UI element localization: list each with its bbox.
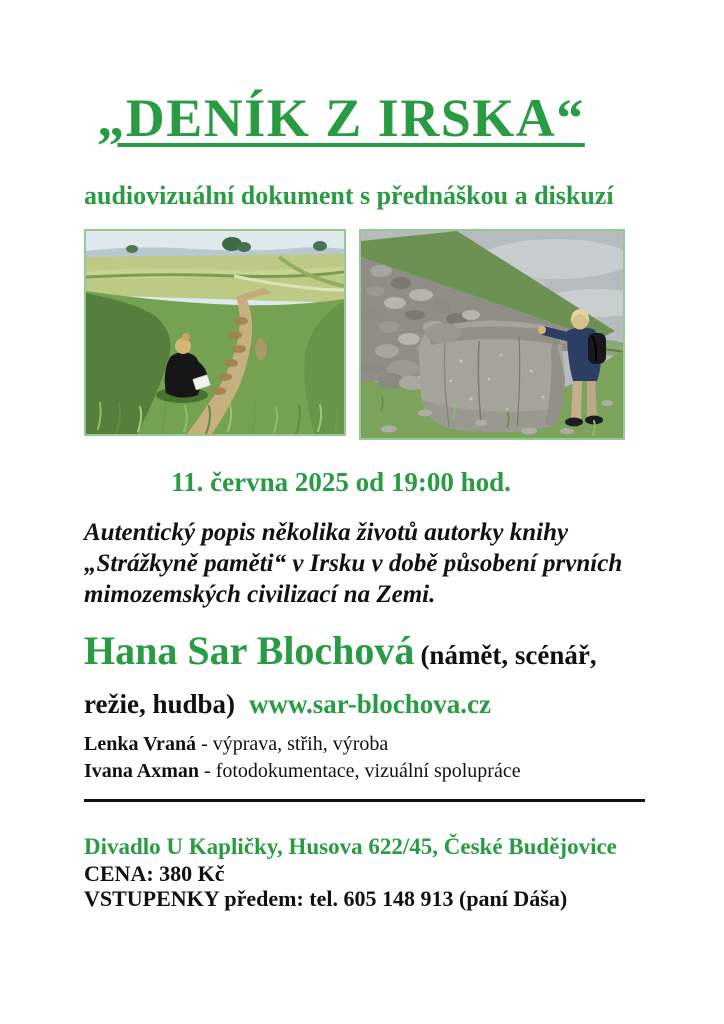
photo-meadow-writer bbox=[84, 229, 346, 436]
credits-block bbox=[84, 731, 664, 785]
photo-cairn-stone-chair bbox=[359, 229, 625, 440]
description-line: mimozemských civilizací na Zemi. bbox=[84, 581, 436, 608]
author-roles-part2: režie, hudba) bbox=[84, 689, 236, 719]
tickets-phone: VSTUPENKY předem: tel. 605 148 913 (paní Dáša) bbox=[84, 886, 568, 911]
event-datetime: 11. června 2025 od 19:00 hod. bbox=[171, 467, 511, 497]
ticket-price: CENA: 380 Kč bbox=[84, 861, 225, 886]
poster-subtitle: audiovizuální dokument s přednáškou a diskuzí bbox=[84, 181, 614, 210]
event-description bbox=[84, 517, 664, 610]
divider-line bbox=[84, 799, 645, 802]
credit-role: - výprava, střih, výroba bbox=[201, 733, 389, 755]
author-name: Hana Sar Blochová bbox=[84, 628, 415, 673]
credit-name: Lenka Vraná bbox=[84, 733, 197, 755]
credit-line bbox=[84, 758, 664, 785]
credit-name: Ivana Axman bbox=[84, 760, 200, 782]
description-line: „Strážkyně paměti“ v Irsku v době působení prvních bbox=[84, 550, 623, 577]
description-line: Autentický popis několika životů autorky knihy bbox=[84, 519, 569, 546]
author-block bbox=[84, 628, 669, 731]
poster-title: „DENÍK Z IRSKA“ bbox=[97, 88, 585, 148]
cairn-illustration bbox=[361, 231, 623, 438]
credit-role: - fotodokumentace, vizuální spolupráce bbox=[204, 760, 521, 782]
credit-line bbox=[84, 731, 664, 758]
author-website-link[interactable]: www.sar-blochova.cz bbox=[249, 689, 491, 719]
meadow-illustration bbox=[86, 231, 344, 434]
photo-row bbox=[84, 229, 625, 440]
venue-address: Divadlo U Kapličky, Husova 622/45, České Budějovice bbox=[84, 834, 617, 859]
author-roles-part1: (námět, scénář, bbox=[420, 640, 597, 670]
